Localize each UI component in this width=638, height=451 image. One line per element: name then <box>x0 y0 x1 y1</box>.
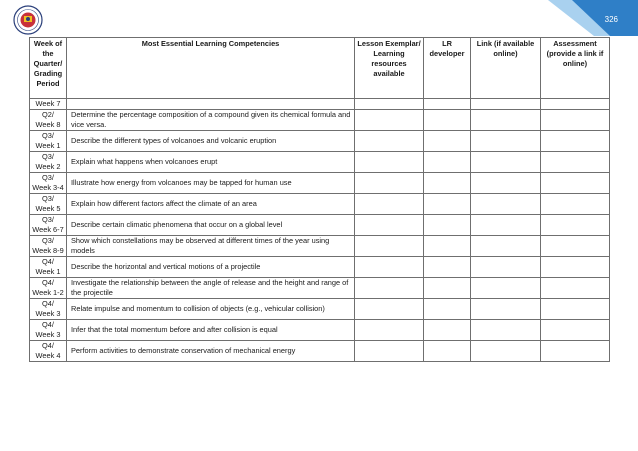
empty-cell <box>471 256 541 277</box>
column-header-lr-developer: LR developer <box>424 38 471 99</box>
empty-cell <box>424 277 471 298</box>
table-row <box>30 340 610 361</box>
column-header-link: Link (if available online) <box>471 38 541 99</box>
table-row <box>30 109 610 130</box>
competency-cell: Describe certain climatic phenomena that occur on a global level <box>67 214 355 235</box>
table-row <box>30 214 610 235</box>
melc-table <box>29 37 610 362</box>
empty-cell <box>355 99 424 110</box>
empty-cell <box>471 235 541 256</box>
week-cell: Q4/ Week 3 <box>30 319 67 340</box>
week-cell: Q3/ Week 5 <box>30 193 67 214</box>
week-cell: Q3/ Week 6-7 <box>30 214 67 235</box>
empty-cell <box>355 277 424 298</box>
competency-cell: Relate impulse and momentum to collision of objects (e.g., vehicular collision) <box>67 298 355 319</box>
empty-cell <box>355 109 424 130</box>
competency-cell: Perform activities to demonstrate conservation of mechanical energy <box>67 340 355 361</box>
empty-cell <box>471 109 541 130</box>
empty-cell <box>541 235 610 256</box>
week-cell: Q3/ Week 1 <box>30 130 67 151</box>
competency-cell: Explain how different factors affect the climate of an area <box>67 193 355 214</box>
competency-cell: Investigate the relationship between the angle of release and the height and range of the projectile <box>67 277 355 298</box>
empty-cell <box>471 319 541 340</box>
empty-cell <box>541 151 610 172</box>
competency-cell: Explain what happens when volcanoes erupt <box>67 151 355 172</box>
table-row <box>30 130 610 151</box>
empty-cell <box>424 151 471 172</box>
empty-cell <box>471 151 541 172</box>
empty-cell <box>541 340 610 361</box>
column-header-lesson-exemplar: Lesson Exemplar/ Learning resources available <box>355 38 424 99</box>
table-row <box>30 235 610 256</box>
week-cell: Week 7 <box>30 99 67 110</box>
empty-cell <box>355 151 424 172</box>
empty-cell <box>471 277 541 298</box>
column-header-week: Week of the Quarter/ Grading Period <box>30 38 67 99</box>
empty-cell <box>424 193 471 214</box>
table-header-row <box>30 38 610 99</box>
week-cell: Q3/ Week 2 <box>30 151 67 172</box>
week-cell: Q3/ Week 3-4 <box>30 172 67 193</box>
empty-cell <box>541 298 610 319</box>
table-row <box>30 256 610 277</box>
empty-cell <box>355 193 424 214</box>
empty-cell <box>471 130 541 151</box>
empty-cell <box>541 319 610 340</box>
table-row <box>30 319 610 340</box>
empty-cell <box>424 256 471 277</box>
corner-decoration <box>528 0 638 36</box>
deped-seal-icon <box>13 5 43 35</box>
empty-cell <box>424 172 471 193</box>
empty-cell <box>471 193 541 214</box>
competency-cell: Describe the different types of volcanoes and volcanic eruption <box>67 130 355 151</box>
empty-cell <box>471 99 541 110</box>
empty-cell <box>355 235 424 256</box>
competency-cell: Illustrate how energy from volcanoes may be tapped for human use <box>67 172 355 193</box>
empty-cell <box>541 277 610 298</box>
empty-cell <box>541 130 610 151</box>
empty-cell <box>355 214 424 235</box>
empty-cell <box>424 235 471 256</box>
empty-cell <box>355 340 424 361</box>
empty-cell <box>355 298 424 319</box>
empty-cell <box>541 99 610 110</box>
week-cell: Q3/ Week 8-9 <box>30 235 67 256</box>
empty-cell <box>541 109 610 130</box>
empty-cell <box>424 109 471 130</box>
empty-cell <box>424 214 471 235</box>
table-row <box>30 151 610 172</box>
week-cell: Q4/ Week 3 <box>30 298 67 319</box>
empty-cell <box>541 172 610 193</box>
competency-cell: Show which constellations may be observed at different times of the year using models <box>67 235 355 256</box>
empty-cell <box>471 298 541 319</box>
competency-cell: Infer that the total momentum before and after collision is equal <box>67 319 355 340</box>
empty-cell <box>541 256 610 277</box>
table-row <box>30 193 610 214</box>
table-row <box>30 99 610 110</box>
week-cell: Q2/ Week 8 <box>30 109 67 130</box>
empty-cell <box>471 340 541 361</box>
week-cell: Q4/ Week 4 <box>30 340 67 361</box>
competency-cell: Determine the percentage composition of a compound given its chemical formula and vice versa. <box>67 109 355 130</box>
empty-cell <box>355 319 424 340</box>
page-number: 326 <box>604 15 618 24</box>
column-header-competencies: Most Essential Learning Competencies <box>67 38 355 99</box>
empty-cell <box>424 298 471 319</box>
table-row <box>30 172 610 193</box>
week-cell: Q4/ Week 1-2 <box>30 277 67 298</box>
empty-cell <box>471 214 541 235</box>
empty-cell <box>471 172 541 193</box>
table-row <box>30 277 610 298</box>
empty-cell <box>424 130 471 151</box>
empty-cell <box>355 130 424 151</box>
competency-cell <box>67 99 355 110</box>
competency-cell: Describe the horizontal and vertical motions of a projectile <box>67 256 355 277</box>
table-row <box>30 298 610 319</box>
empty-cell <box>355 172 424 193</box>
empty-cell <box>424 319 471 340</box>
empty-cell <box>355 256 424 277</box>
empty-cell <box>541 214 610 235</box>
empty-cell <box>424 99 471 110</box>
empty-cell <box>424 340 471 361</box>
column-header-assessment: Assessment (provide a link if online) <box>541 38 610 99</box>
empty-cell <box>541 193 610 214</box>
week-cell: Q4/ Week 1 <box>30 256 67 277</box>
